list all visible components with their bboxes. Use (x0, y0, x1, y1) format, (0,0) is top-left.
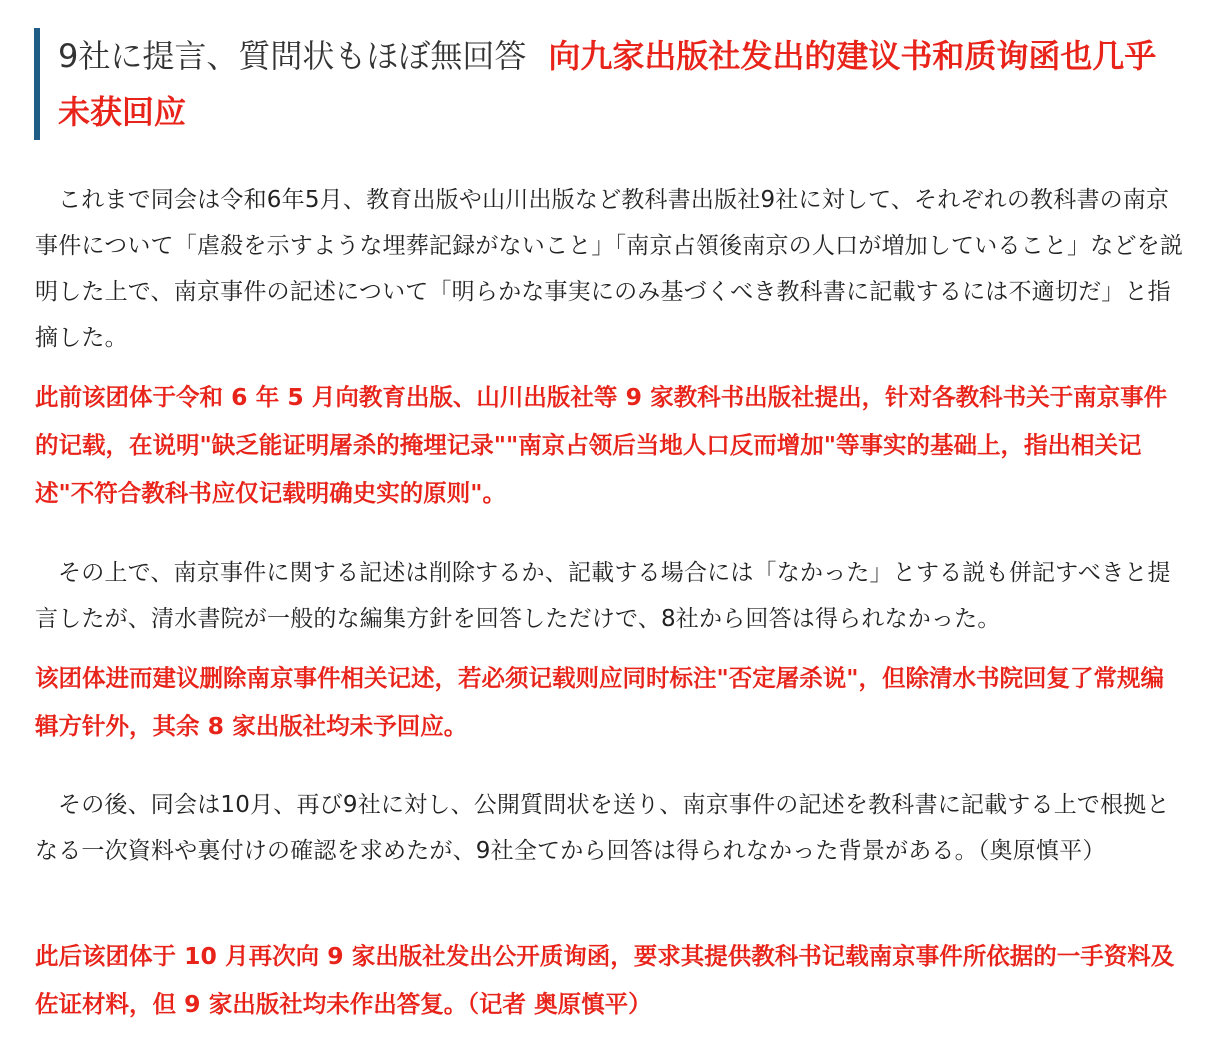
heading-japanese: 9社に提言、質問状もほぼ無回答 (58, 37, 527, 75)
paragraph-chinese-translation-2: 该团体进而建议删除南京事件相关记述，若必须记载则应同时标注"否定屠杀说"，但除清水书院回复了常规编辑方针外，其余 8 家出版社均未予回应。 (35, 664, 1164, 740)
paragraph-japanese-3: その後、同会は10月、再び9社に対し、公開質問状を送り、南京事件の記述を教科書に記載する上で根拠となる一次資料や裏付けの確認を求めたが、9社全てから回答は得られなかった背景がある。（奥原慎平） (35, 792, 1170, 864)
paragraph-japanese-1: これまで同会は令和6年5月、教育出版や山川出版など教科書出版社9社に対して、それぞれの教科書の南京事件について「虐殺を示すような埋葬記録がないこと」「南京占領後南京の人口が増加していること」などを説明した上で、南京事件の記述について「明らかな事実にのみ基づくべき教科書に記載するには不適切だ」と指摘した。 (35, 187, 1184, 351)
heading-chinese-translation: 向九家出版社发出的建议书和质询函也几乎未获回应 (58, 37, 1157, 131)
paragraph-japanese-2: その上で、南京事件に関する記述は削除するか、記載する場合には「なかった」とする説も併記すべきと提言したが、清水書院が一般的な編集方針を回答しただけで、8社から回答は得られなかった。 (35, 560, 1171, 632)
heading-line (58, 28, 1184, 140)
section-heading (34, 28, 1184, 140)
paragraph-chinese-translation-1: 此前该团体于令和 6 年 5 月向教育出版、山川出版社等 9 家教科书出版社提出，针对各教科书关于南京事件的记载，在说明"缺乏能证明屠杀的掩埋记录""南京占领后当地人口反而增加"等事实的基础上，指出相关记述"不符合教科书应仅记载明确史实的原则"。 (35, 383, 1168, 507)
paragraph-chinese-translation-3: 此后该团体于 10 月再次向 9 家出版社发出公开质询函，要求其提供教科书记载南京事件所依据的一手资料及佐证材料，但 9 家出版社均未作出答复。（记者 奥原慎平） (35, 942, 1175, 1018)
